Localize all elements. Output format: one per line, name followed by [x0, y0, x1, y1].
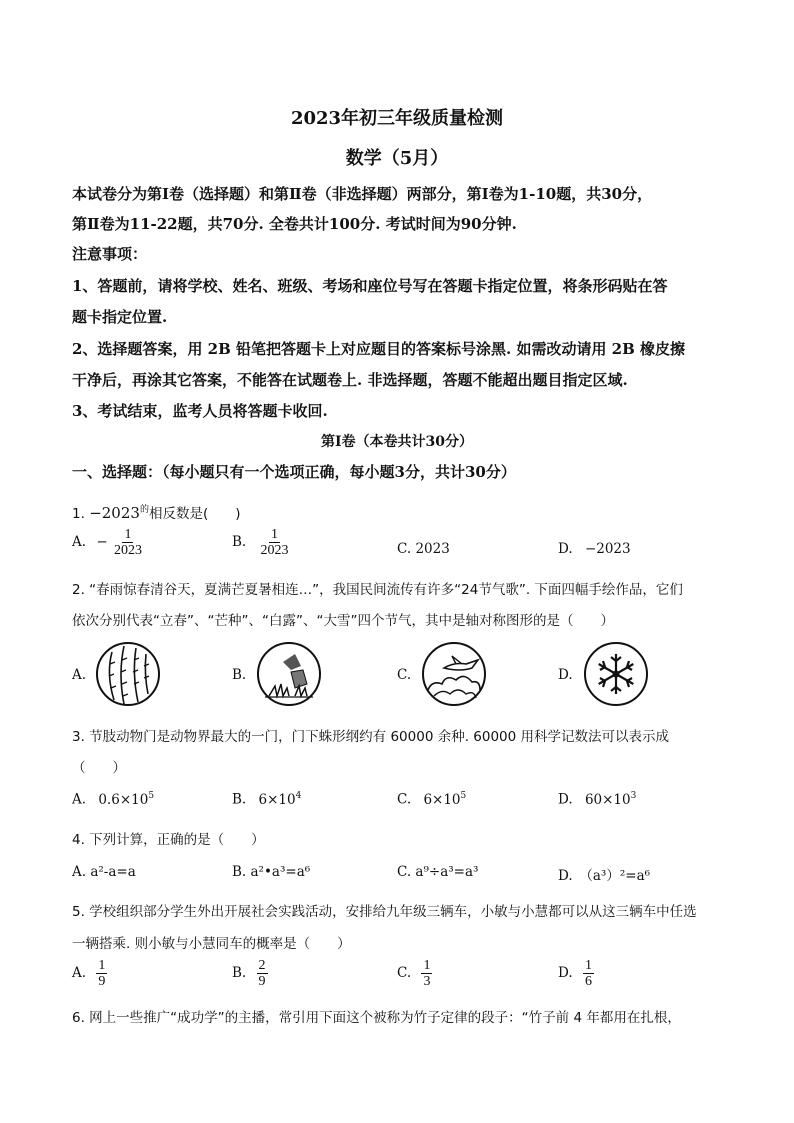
part-heading: 一、选择题：（每小题只有一个选项正确，每小题3分，共计30分） — [72, 463, 516, 481]
intro-line-2: 第Ⅱ卷为11-22题，共70分. 全卷共计100分. 考试时间为90分钟. — [72, 215, 517, 233]
fraction — [257, 958, 268, 989]
question-4-stem: 4. 下列计算，正确的是（ ） — [72, 832, 265, 848]
q2-option-a[interactable] — [94, 640, 162, 712]
wheat-field-icon — [255, 640, 323, 708]
snowflake-icon — [582, 640, 650, 708]
option-base: 6×10 — [258, 791, 296, 808]
question-5-line-2: 一辆搭乘. 则小敏与小慧同车的概率是（ ） — [72, 936, 351, 952]
fraction — [583, 958, 594, 989]
q1-option-a[interactable] — [72, 527, 144, 558]
denominator: 6 — [584, 974, 592, 989]
q2-option-c[interactable] — [420, 640, 488, 712]
q3-option-a[interactable] — [72, 791, 154, 808]
q5-option-d[interactable] — [558, 958, 594, 989]
q4-option-c[interactable]: C. a⁹÷a³=a³ — [397, 864, 479, 880]
option-label: C. — [397, 965, 412, 981]
option-label: D. — [558, 541, 573, 557]
option-base: 6×10 — [423, 791, 461, 808]
numerator: 1 — [584, 958, 592, 973]
q4-option-b[interactable]: B. a²•a³=a⁶ — [232, 864, 311, 880]
note-3: 3、考试结束，监考人员将答题卡收回. — [72, 402, 328, 420]
question-3-line-2: （ ） — [72, 760, 126, 776]
question-1-stem — [72, 502, 241, 522]
q1-expression: −2023 — [89, 504, 140, 522]
option-exponent: 4 — [295, 791, 302, 801]
q4-option-d[interactable]: D. （a³）²=a⁶ — [558, 868, 651, 884]
numerator: 1 — [124, 527, 132, 542]
q1-de: 的 — [139, 505, 149, 515]
q1-stem-text: 相反数是( ) — [148, 506, 241, 522]
numerator: 1 — [271, 527, 279, 542]
option-exponent: 5 — [148, 791, 155, 801]
option-exponent: 3 — [630, 791, 637, 801]
option-label: D. — [558, 965, 573, 981]
volume-heading: 第Ⅰ卷（本卷共计30分） — [320, 434, 474, 450]
option-label: C. — [397, 541, 412, 557]
option-label: C. — [397, 791, 412, 808]
question-2-line-2: 依次分别代表“立春”、“芒种”、“白露”、“大雪”四个节气，其中是轴对称图形的是（ ） — [72, 613, 614, 629]
note-1-line-2: 题卡指定位置. — [72, 308, 168, 326]
option-label: B. — [232, 534, 247, 550]
q1-option-d[interactable] — [558, 541, 631, 557]
numerator: 1 — [423, 958, 431, 973]
q2-option-b-label: B. — [232, 667, 247, 683]
q3-option-c[interactable] — [397, 791, 466, 808]
option-base: 0.6×10 — [98, 791, 149, 808]
option-label: A. — [72, 534, 87, 550]
intro-line-1: 本试卷分为第Ⅰ卷（选择题）和第Ⅱ卷（非选择题）两部分，第Ⅰ卷为1-10题，共30分， — [72, 185, 653, 203]
option-exponent: 5 — [460, 791, 467, 801]
option-value: −2023 — [584, 541, 631, 557]
option-label: D. — [558, 791, 573, 808]
denominator: 2023 — [260, 543, 289, 558]
option-label: A. — [72, 965, 87, 981]
q5-option-c[interactable] — [397, 958, 432, 989]
q2-option-b[interactable] — [255, 640, 323, 712]
q5-option-b[interactable] — [232, 958, 268, 989]
numerator: 2 — [258, 958, 266, 973]
q5-option-a[interactable] — [72, 958, 107, 989]
fraction — [421, 958, 432, 989]
question-number: 1. — [72, 506, 85, 522]
willow-branches-icon — [94, 640, 162, 708]
question-5-line-1: 5. 学校组织部分学生外出开展社会实践活动，安排给九年级三辆车，小敏与小慧都可以从这三辆车中任选 — [72, 904, 697, 920]
option-base: 60×10 — [584, 791, 631, 808]
note-2-line-2: 干净后，再涂其它答案，不能答在试题卷上. 非选择题，答题不能超出题目指定区域. — [72, 371, 628, 389]
numerator: 1 — [98, 958, 106, 973]
option-label: B. — [232, 791, 247, 808]
question-2-line-1: 2. “春雨惊春清谷天，夏满芒夏暑相连…”，我国民间流传有许多“24节气歌”. 下面四幅手绘作品，它们 — [72, 582, 683, 598]
exam-subtitle: 数学（5月） — [345, 148, 449, 169]
q2-option-d[interactable] — [582, 640, 650, 712]
option-value: 2023 — [415, 541, 450, 557]
q1-option-b[interactable] — [232, 527, 291, 558]
q2-option-a-label: A. — [72, 667, 87, 683]
exam-title: 2023年初三年级质量检测 — [290, 108, 504, 129]
fraction — [112, 527, 144, 558]
q3-option-b[interactable] — [232, 791, 301, 808]
denominator: 2023 — [113, 543, 142, 558]
q2-option-d-label: D. — [558, 667, 573, 683]
denominator: 3 — [423, 974, 431, 989]
option-label: B. — [232, 965, 247, 981]
q1-option-c[interactable] — [397, 541, 450, 557]
fraction — [259, 527, 291, 558]
question-3-line-1: 3. 节肢动物门是动物界最大的一门，门下蛛形纲约有 60000 余种. 60000 用科学记数法可以表示成 — [72, 729, 670, 745]
denominator: 9 — [258, 974, 266, 989]
note-2-line-1: 2、选择题答案，用 2B 铅笔把答题卡上对应题目的答案标号涂黑. 如需改动请用 2B 橡皮擦 — [72, 340, 686, 358]
q4-option-a[interactable]: A. a²-a=a — [72, 864, 136, 880]
denominator: 9 — [98, 974, 106, 989]
q3-option-d[interactable] — [558, 791, 636, 808]
bird-over-clouds-icon — [420, 640, 488, 708]
minus-sign: − — [96, 534, 108, 550]
question-6-line-1: 6. 网上一些推广“成功学”的主播，常引用下面这个被称为竹子定律的段子：“竹子前 4 年都用在扎根， — [72, 1010, 681, 1026]
notes-heading: 注意事项： — [72, 245, 148, 263]
option-label: A. — [72, 791, 87, 808]
note-1-line-1: 1、答题前，请将学校、姓名、班级、考场和座位号写在答题卡指定位置，将条形码贴在答 — [72, 277, 668, 295]
fraction — [96, 958, 107, 989]
q2-option-c-label: C. — [397, 667, 412, 683]
